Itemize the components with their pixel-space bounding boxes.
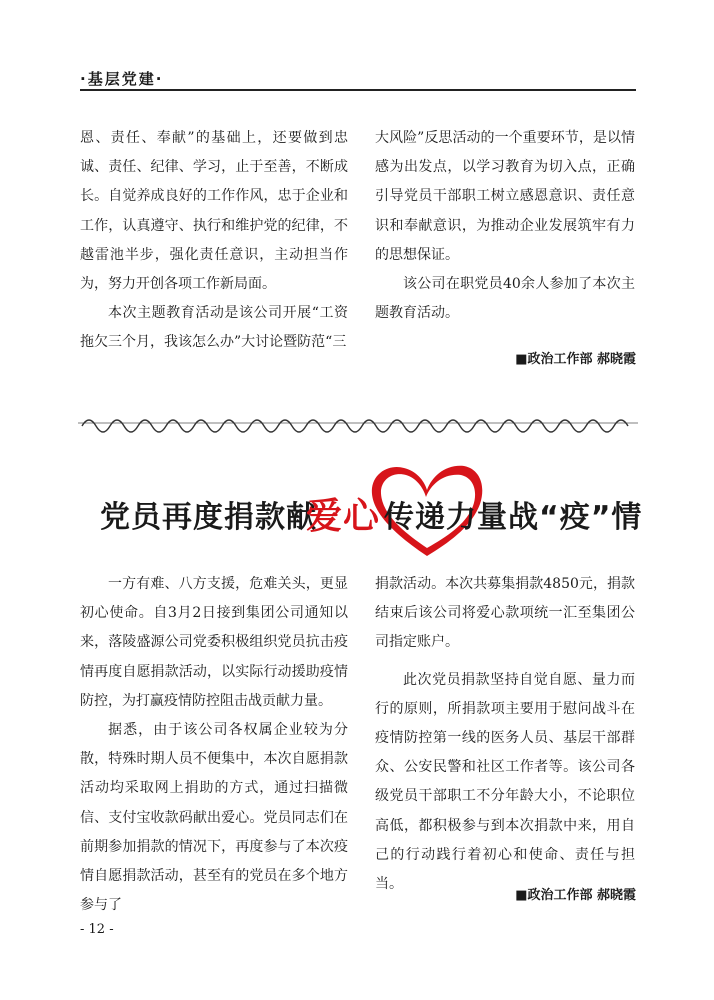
article2-paragraph: 一方有难、八方支援，危难关头，更显初心使命。自3月2日接到集团公司通知以来，落陵盛源公司党委积极组织党员抗击疫情再度自愿捐款活动，以实际行动援助疫情防控，为打赢疫情防控阻击战贡献力量。 — [80, 576, 348, 709]
running-header — [80, 62, 636, 92]
header-rule — [80, 89, 636, 91]
article2-paragraph: 据悉，由于该公司各权属企业较为分散，特殊时期人员不便集中，本次自愿捐款活动均采取网上捐助的方式，通过扫描微信、支付宝收款码献出爱心。党员同志们在前期参加捐款的情况下，再度参与了本次疫情自愿捐款活动，甚至有的党员在多个地方参与了 — [80, 722, 348, 914]
section-title: ·基层党建· — [80, 70, 164, 88]
headline-heart-word: 爱心 — [306, 496, 381, 537]
article2-signature: ■政治工作部 郝晓霞 — [515, 888, 636, 903]
article1-paragraph: 该公司在职党员40余人参加了本次主题教育活动。 — [375, 276, 635, 322]
headline-part2: 传递力量战“疫”情 — [384, 500, 643, 535]
wave-divider — [78, 412, 638, 434]
article2-headline — [100, 470, 643, 550]
article2-paragraph: 捐款活动。本次共募集捐款4850元，捐款结束后该公司将爱心款项统一汇至集团公司指定账户。 — [375, 576, 635, 651]
article2-left-column — [80, 570, 348, 920]
article1-signature: ■政治工作部 郝晓霞 — [515, 352, 636, 367]
article1-paragraph: 恩、责任、奉献”的基础上，还要做到忠诚、责任、纪律、学习，止于至善，不断成长。自觉养成良好的工作作风，忠于企业和工作，认真遵守、执行和维护党的纪律，不越雷池半步，强化责任意识，主动担当作为，努力开创各项工作新局面。 — [80, 130, 348, 293]
article1-right-column — [375, 124, 635, 328]
article2-right-column — [375, 570, 635, 899]
article1-left-column — [80, 124, 348, 358]
article2-paragraph: 此次党员捐款坚持自觉自愿、量力而行的原则，所捐款项主要用于慰问战斗在疫情防控第一线的医务人员、基层干部群众、公安民警和社区工作者等。该公司各级党员干部职工不分年龄大小，不论职位高低，都积极参与到本次捐款中来，用自己的行动践行着初心和使命、责任与担当。 — [375, 671, 635, 893]
headline-part1: 党员再度捐款献 — [100, 500, 317, 535]
article1-paragraph: 本次主题教育活动是该公司开展“工资拖欠三个月，我该怎么办”大讨论暨防范“三 — [80, 305, 348, 351]
article1-paragraph: 大风险”反思活动的一个重要环节，是以情感为出发点，以学习教育为切入点，正确引导党员干部职工树立感恩意识、责任意识和奉献意识，为推动企业发展筑牢有力的思想保证。 — [375, 130, 635, 263]
page-number: - 12 - — [80, 922, 114, 937]
